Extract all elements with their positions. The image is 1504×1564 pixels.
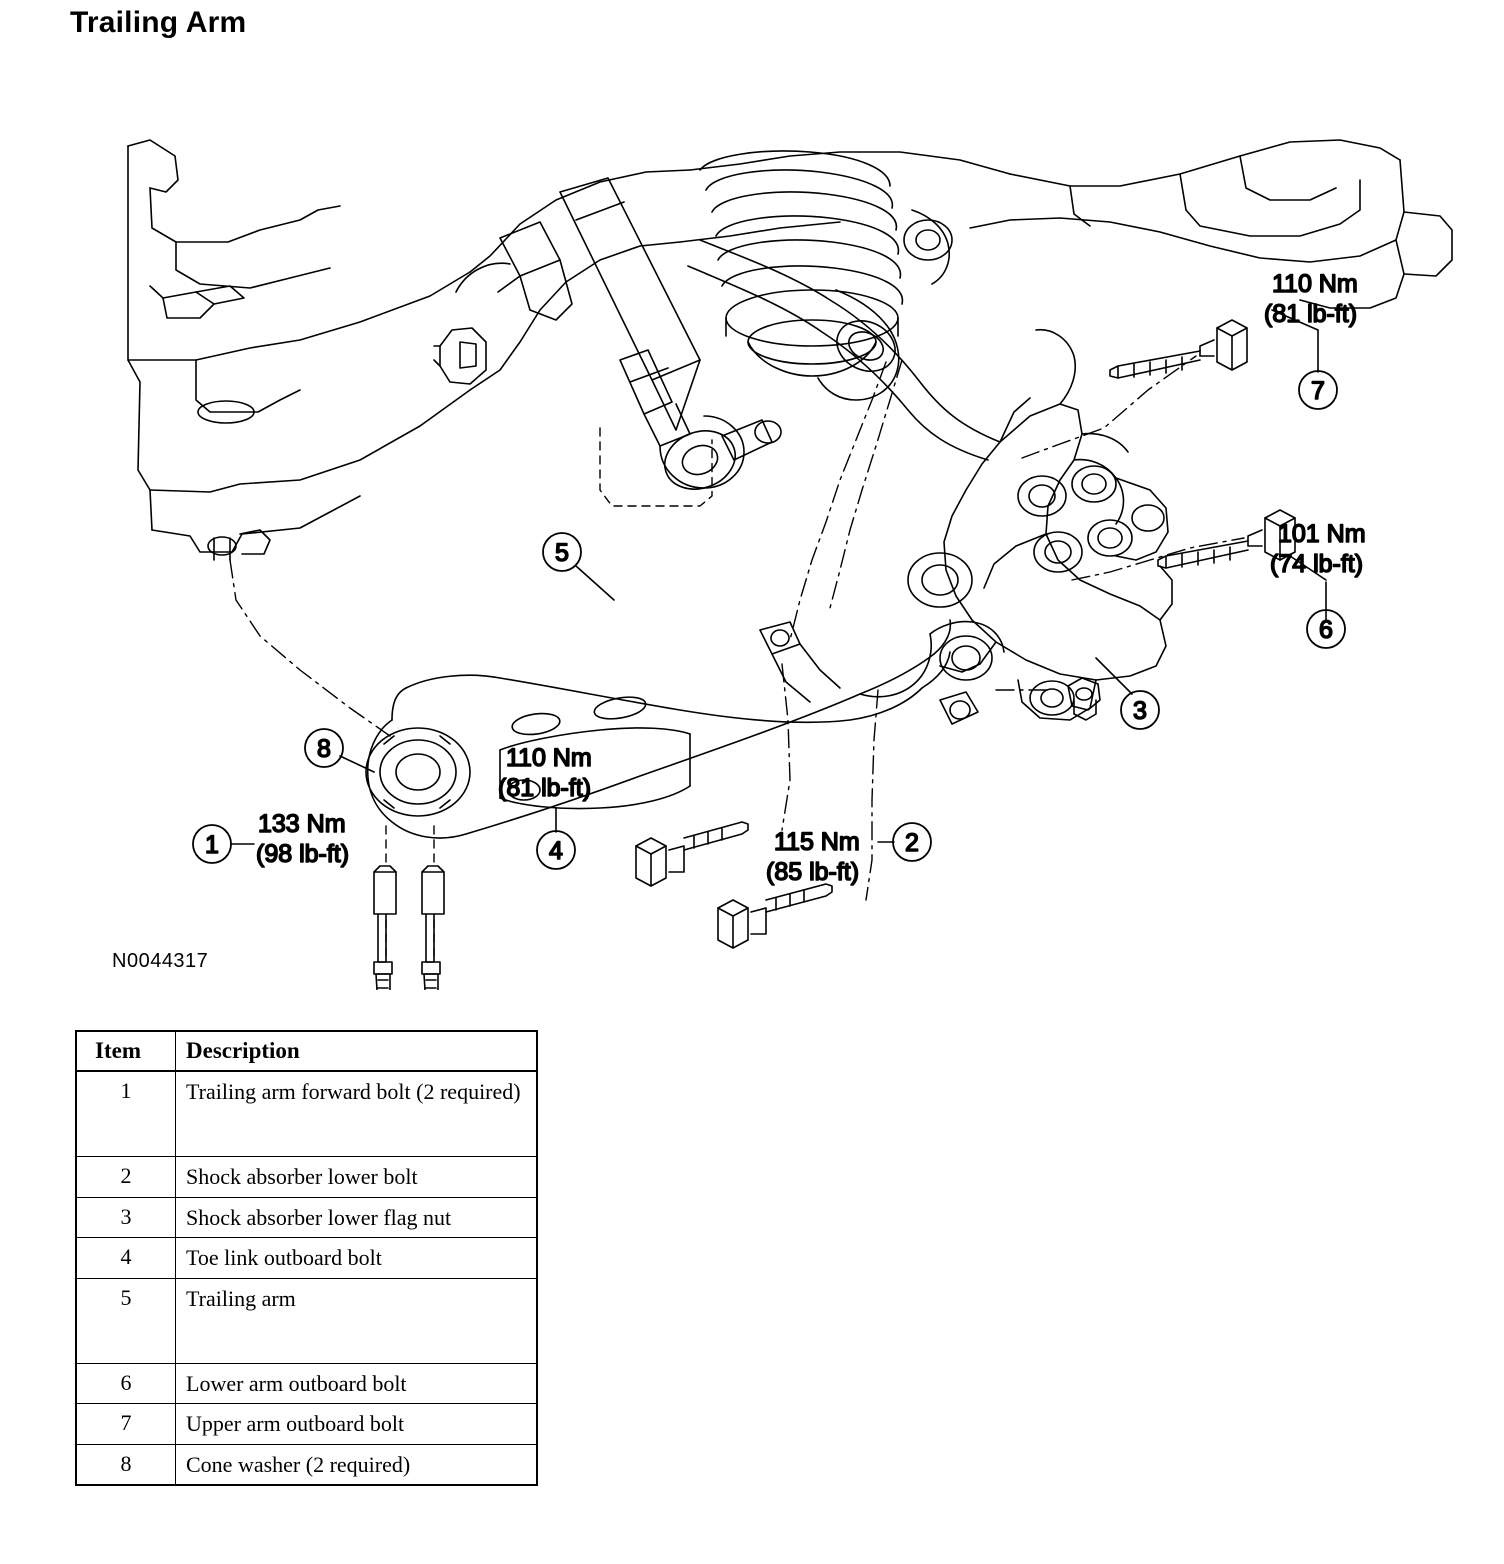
callout-2 xyxy=(766,823,931,886)
callout-4-torque-nm: 110 Nm xyxy=(506,744,592,772)
column-header-item: Item xyxy=(76,1031,176,1071)
parts-table xyxy=(75,1030,538,1486)
trailing-arm-part xyxy=(366,620,950,838)
bolt-upper-arm-outboard xyxy=(1110,320,1247,378)
callout-1-torque-lbft: (98 lb-ft) xyxy=(256,840,350,868)
row-item-number: 1 xyxy=(76,1071,176,1157)
row-item-number: 4 xyxy=(76,1238,176,1279)
row-item-number: 3 xyxy=(76,1197,176,1238)
callout-2-number: 2 xyxy=(905,829,919,857)
table-header-row xyxy=(76,1031,537,1071)
underbody-frame-rail xyxy=(128,140,470,560)
callout-1-torque-nm: 133 Nm xyxy=(258,810,346,838)
callout-6-torque-lbft: (74 lb-ft) xyxy=(1270,550,1364,578)
callout-1 xyxy=(193,810,349,868)
callout-7-number: 7 xyxy=(1311,377,1325,405)
callout-6 xyxy=(1270,520,1366,648)
row-item-description: Lower arm outboard bolt xyxy=(176,1363,538,1404)
callout-5 xyxy=(543,533,614,600)
bolt-shock-lower xyxy=(718,884,832,948)
row-item-description: Toe link outboard bolt xyxy=(176,1238,538,1279)
row-item-description: Upper arm outboard bolt xyxy=(176,1404,538,1445)
callout-7-torque-nm: 110 Nm xyxy=(1272,270,1358,298)
coil-spring xyxy=(700,151,902,376)
callout-4-number: 4 xyxy=(549,837,563,865)
bolt-toe-link-outboard xyxy=(636,822,748,886)
rear-subframe xyxy=(470,140,1452,390)
table-row xyxy=(76,1404,537,1445)
row-item-description: Shock absorber lower bolt xyxy=(176,1157,538,1198)
figure-id: N0044317 xyxy=(112,950,209,972)
row-item-number: 2 xyxy=(76,1157,176,1198)
row-item-description: Trailing arm xyxy=(176,1278,538,1363)
callout-8-number: 8 xyxy=(317,735,331,763)
row-item-number: 6 xyxy=(76,1363,176,1404)
table-row xyxy=(76,1238,537,1279)
callout-5-number: 5 xyxy=(555,539,569,567)
row-item-number: 7 xyxy=(76,1404,176,1445)
table-row xyxy=(76,1363,537,1404)
row-item-number: 8 xyxy=(76,1444,176,1485)
row-item-description: Shock absorber lower flag nut xyxy=(176,1197,538,1238)
table-row xyxy=(76,1071,537,1157)
callout-7-torque-lbft: (81 lb-ft) xyxy=(1264,300,1358,328)
trailing-arm-exploded-diagram xyxy=(0,60,1504,990)
table-row xyxy=(76,1197,537,1238)
table-row xyxy=(76,1157,537,1198)
row-item-number: 5 xyxy=(76,1278,176,1363)
callout-7 xyxy=(1264,270,1358,409)
callout-6-torque-nm: 101 Nm xyxy=(1278,520,1366,548)
row-item-description: Cone washer (2 required) xyxy=(176,1444,538,1485)
row-item-description: Trailing arm forward bolt (2 required) xyxy=(176,1071,538,1157)
callout-6-number: 6 xyxy=(1319,616,1333,644)
table-row xyxy=(76,1444,537,1485)
callout-3-number: 3 xyxy=(1133,697,1147,725)
callout-4-torque-lbft: (81 lb-ft) xyxy=(498,774,592,802)
callout-2-torque-nm: 115 Nm xyxy=(774,828,860,856)
page-title: Trailing Arm xyxy=(70,6,247,39)
callout-2-torque-lbft: (85 lb-ft) xyxy=(766,858,860,886)
table-row xyxy=(76,1278,537,1363)
column-header-description: Description xyxy=(176,1031,538,1071)
lower-arm xyxy=(860,622,1004,724)
callout-8 xyxy=(305,729,374,772)
callout-1-number: 1 xyxy=(205,831,219,859)
